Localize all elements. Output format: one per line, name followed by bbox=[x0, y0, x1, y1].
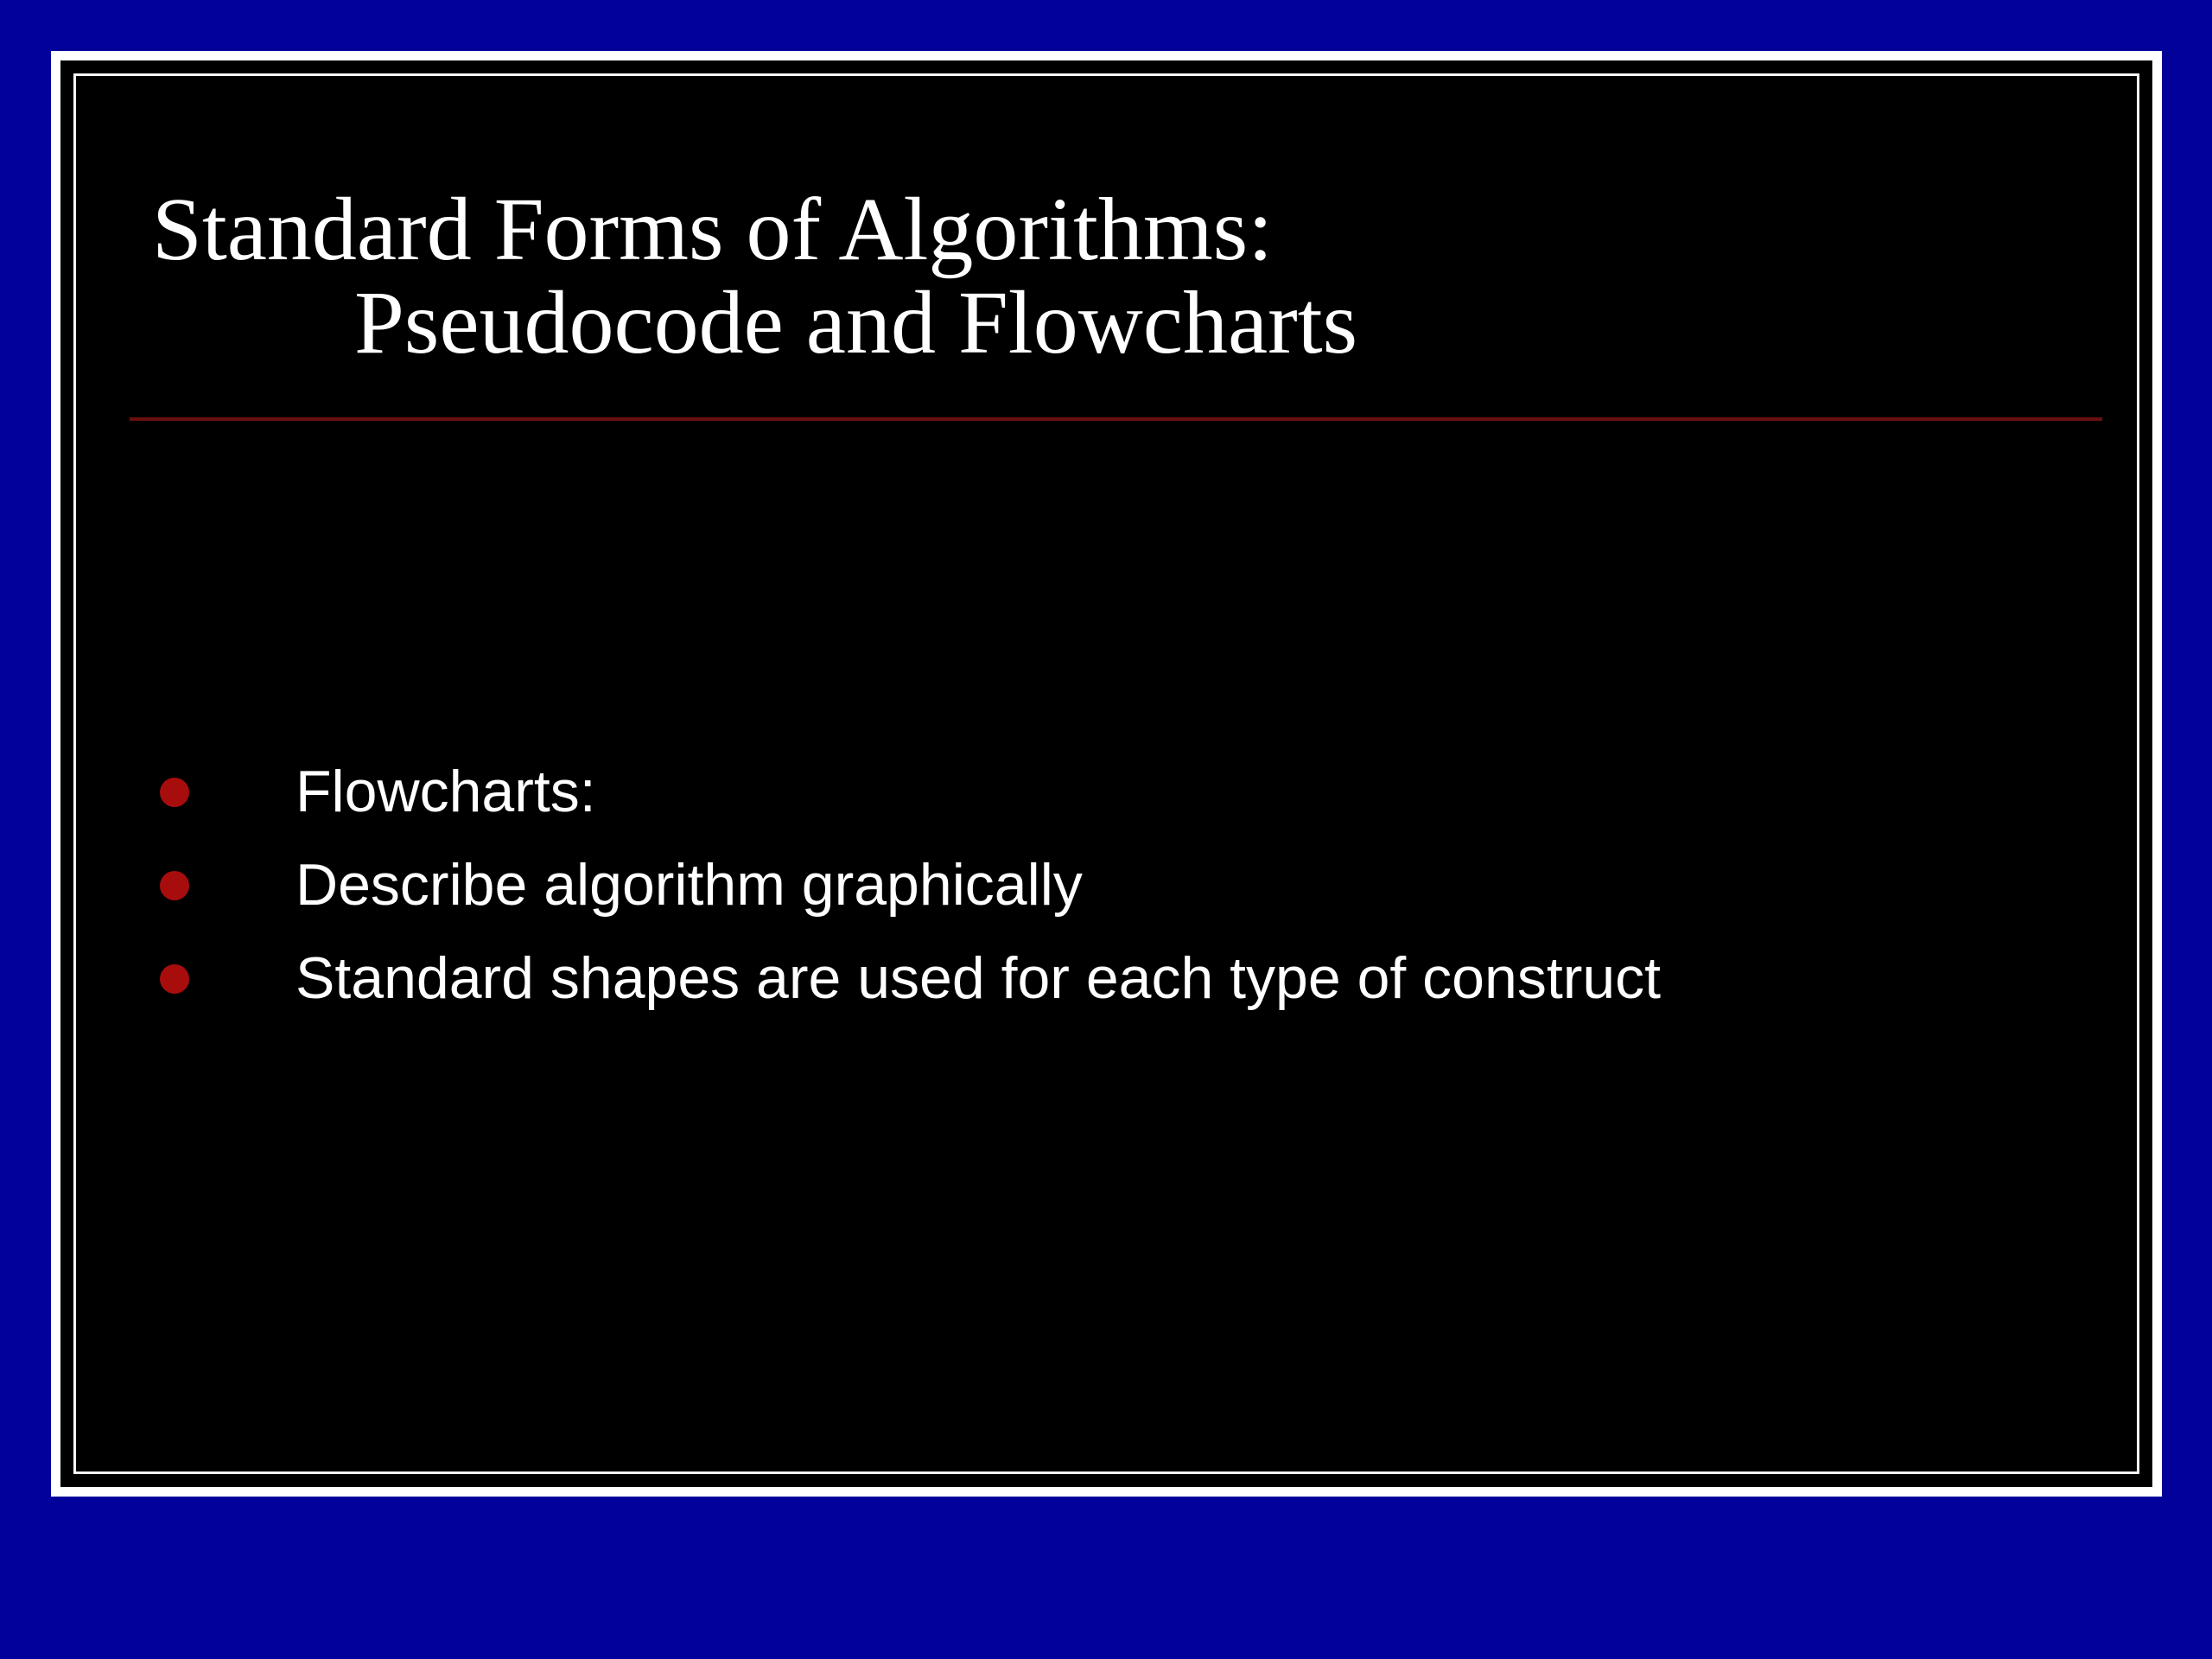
bullet-dot-icon bbox=[160, 964, 189, 994]
bullet-text: Flowcharts: bbox=[296, 759, 596, 824]
bullet-dot-icon bbox=[160, 871, 189, 900]
bullet-dot-icon bbox=[160, 778, 189, 807]
bullet-text: Standard shapes are used for each type of construct bbox=[296, 945, 1662, 1011]
slide-title-line-1: Standard Forms of Algorithms: bbox=[152, 180, 1274, 279]
bullet-text: Describe algorithm graphically bbox=[296, 852, 1083, 918]
slide-title bbox=[152, 180, 1358, 372]
slide-title-line-2: Pseudocode and Flowcharts bbox=[354, 273, 1358, 372]
title-divider bbox=[130, 417, 2102, 421]
